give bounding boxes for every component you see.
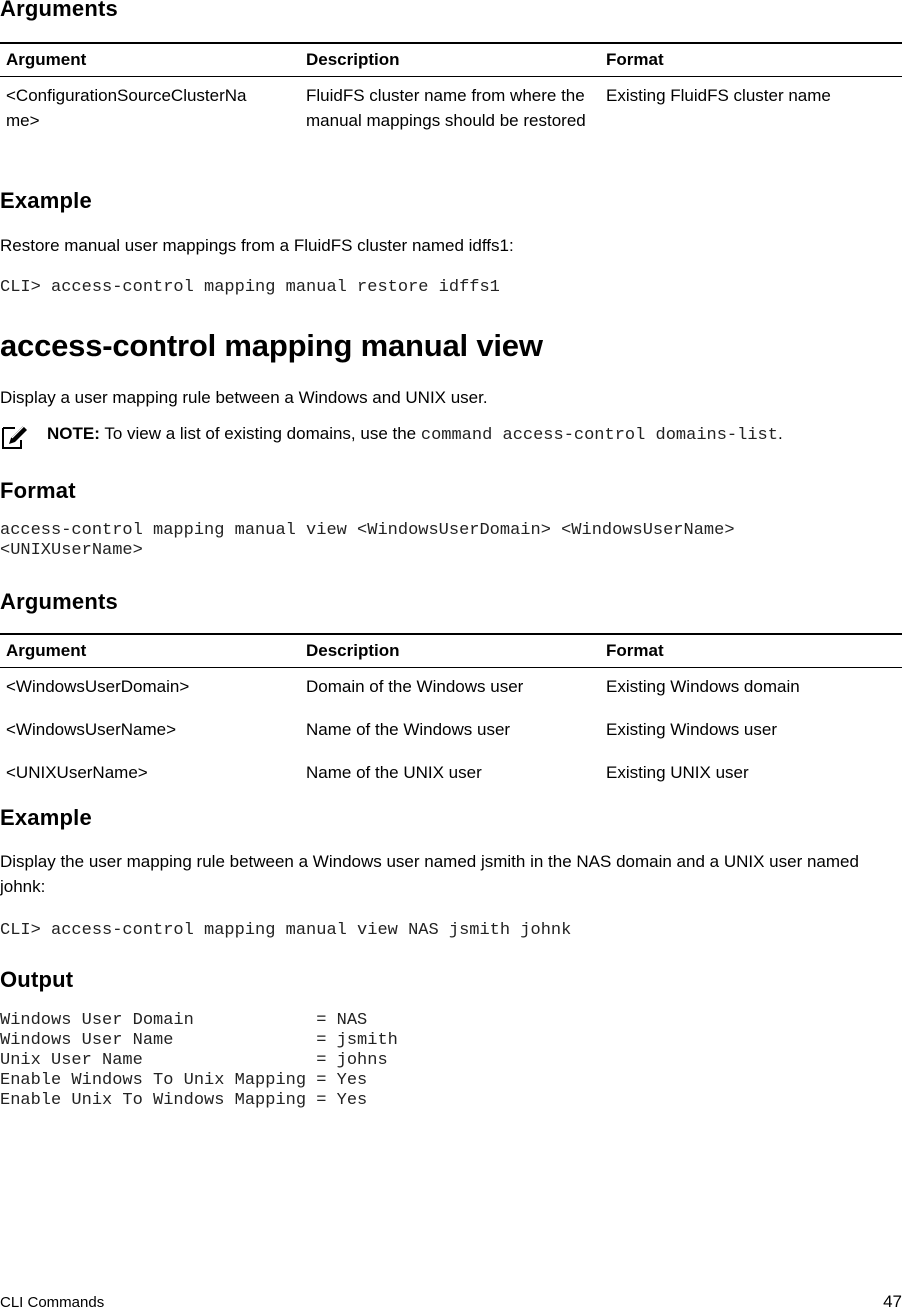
table-cell: Existing FluidFS cluster name xyxy=(606,86,831,105)
footer-section-name: CLI Commands xyxy=(0,1294,105,1311)
column-header: Format xyxy=(600,43,902,77)
table-cell: Existing Windows user xyxy=(606,720,778,739)
column-header: Format xyxy=(600,634,902,668)
table-cell: Existing Windows domain xyxy=(606,677,800,696)
column-header: Argument xyxy=(0,43,300,77)
column-header: Description xyxy=(300,634,600,668)
format-code: access-control mapping manual view <WindowsUserDomain> <WindowsUserName> <UNIXUserName> xyxy=(0,521,735,560)
example-code: CLI> access-control mapping manual view NAS jsmith johnk xyxy=(0,921,572,940)
note-command: command access-control domains-list xyxy=(420,426,778,445)
table-cell: Existing UNIX user xyxy=(606,763,749,782)
page-number: 47 xyxy=(883,1292,902,1311)
table-cell: Domain of the Windows user xyxy=(306,677,524,696)
section-description: Display a user mapping rule between a Windows and UNIX user. xyxy=(0,388,488,407)
table-cell: Name of the UNIX user xyxy=(306,763,482,782)
table-cell: FluidFS cluster name from where the manual mappings should be restored xyxy=(306,86,586,130)
table-header-row xyxy=(0,634,902,668)
output-code: Windows User Domain = NAS Windows User Name = jsmith Unix User Name = johns Enable Windows To Unix Mapping = Yes Enable Unix To Windows Mapping = Yes xyxy=(0,1011,398,1110)
table-row xyxy=(0,77,902,134)
example-text: Restore manual user mappings from a FluidFS cluster named idffs1: xyxy=(0,236,514,255)
note-text xyxy=(47,422,783,448)
note-suffix: . xyxy=(777,424,783,443)
note-body: To view a list of existing domains, use the xyxy=(104,424,417,443)
output-heading: Output xyxy=(0,967,74,992)
example-text: Display the user mapping rule between a Windows user named jsmith in the NAS domain and a UNIX user named johnk: xyxy=(0,852,859,896)
table-row xyxy=(0,668,902,712)
table-header-row xyxy=(0,43,902,77)
table-row xyxy=(0,711,902,754)
section-title: access-control mapping manual view xyxy=(0,328,543,363)
table-cell: Name of the Windows user xyxy=(306,720,511,739)
column-header: Description xyxy=(300,43,600,77)
table-cell: <ConfigurationSourceClusterNa me> xyxy=(6,86,247,130)
arguments-table xyxy=(0,633,902,797)
example-heading: Example xyxy=(0,805,92,830)
arguments-heading: Arguments xyxy=(0,589,118,614)
table-cell: <UNIXUserName> xyxy=(6,763,148,782)
format-heading: Format xyxy=(0,478,76,503)
example-code: CLI> access-control mapping manual restore idffs1 xyxy=(0,278,500,297)
note-label: NOTE: xyxy=(47,424,100,443)
pencil-note-icon xyxy=(0,422,28,452)
table-cell: <WindowsUserDomain> xyxy=(6,677,190,696)
table-cell: <WindowsUserName> xyxy=(6,720,177,739)
table-row xyxy=(0,754,902,797)
arguments-heading: Arguments xyxy=(0,0,118,21)
column-header: Argument xyxy=(0,634,300,668)
arguments-table xyxy=(0,42,902,133)
example-heading: Example xyxy=(0,188,92,213)
